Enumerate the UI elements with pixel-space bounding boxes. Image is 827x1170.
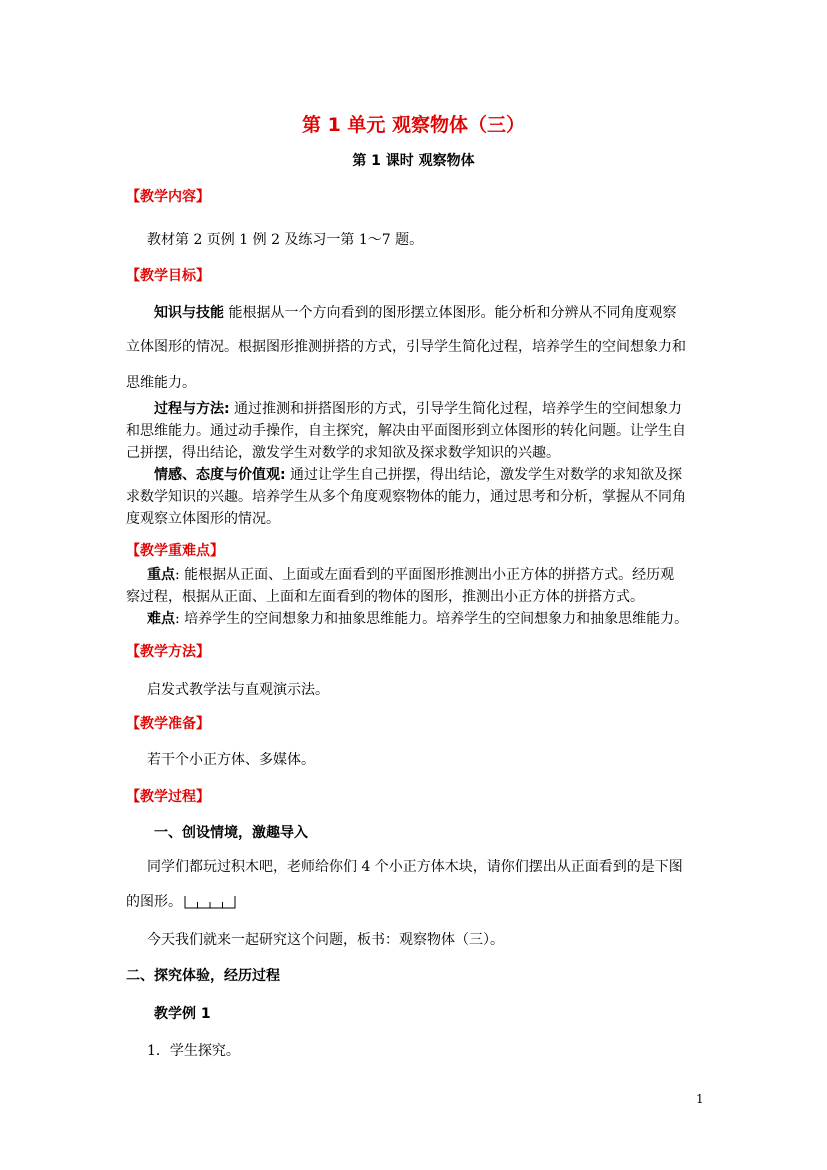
goal-knowledge-text: 能根据从一个方向看到的图形摆立体图形。能分析和分辨从不同角度观察 bbox=[224, 305, 677, 321]
process-para1-line2-text: 的图形。 bbox=[126, 894, 182, 910]
heading-goals: 【教学目标】 bbox=[126, 268, 210, 284]
goal-process-text: 通过推测和拼搭图形的方式，引导学生简化过程，培养学生的空间想象力 bbox=[229, 401, 683, 417]
process-para1-line1: 同学们都玩过积木吧，老师给你们 4 个小正方体木块，请你们摆出从正面看到的是下图 bbox=[147, 859, 683, 875]
goal-emotion-line2: 求数学知识的兴趣。培养学生从多个角度观察物体的能力，通过思考和分析，掌握从不同角 bbox=[126, 489, 686, 505]
process-example: 教学例 1 bbox=[154, 1006, 211, 1022]
goal-process-label: 过程与方法: bbox=[154, 401, 230, 417]
heading-key: 【教学重难点】 bbox=[126, 543, 224, 559]
heading-process: 【教学过程】 bbox=[126, 789, 210, 805]
document-title: 第 1 单元 观察物体（三） bbox=[301, 114, 526, 136]
goal-knowledge-line2: 立体图形的情况。根据图形推测拼搭的方式，引导学生简化过程，培养学生的空间想象力和 bbox=[126, 339, 686, 355]
page-number: 1 bbox=[696, 1092, 704, 1106]
difficulty-label: 难点 bbox=[147, 611, 175, 627]
lesson-subtitle: 第 1 课时 观察物体 bbox=[352, 153, 475, 169]
key-point-line2: 察过程，根据从正面、上面和左面看到的物体的图形，推测出小正方体的拼搭方式。 bbox=[126, 589, 644, 605]
process-step1: 一、创设情境，激趣导入 bbox=[154, 825, 308, 841]
process-para2: 今天我们就来一起研究这个问题，板书：观察物体（三）。 bbox=[147, 932, 504, 948]
key-point-label: 重点 bbox=[147, 567, 175, 583]
goal-process-line2: 和思维能力。通过动手操作，自主探究，解决由平面图形到立体图形的转化问题。让学生自 bbox=[126, 423, 686, 439]
key-point-line1 bbox=[147, 564, 674, 584]
goal-knowledge-line1 bbox=[154, 302, 676, 322]
goal-knowledge-label: 知识与技能 bbox=[154, 305, 224, 321]
method-text: 启发式教学法与直观演示法。 bbox=[147, 682, 329, 698]
goal-emotion-label: 情感、态度与价值观: bbox=[154, 467, 286, 483]
heading-prep: 【教学准备】 bbox=[126, 716, 210, 732]
goal-process-line1 bbox=[154, 398, 682, 418]
goal-emotion-text: 通过让学生自己拼摆，得出结论，激发学生对数学的求知欲及探 bbox=[285, 467, 683, 483]
heading-content: 【教学内容】 bbox=[126, 189, 210, 205]
process-para1-line2 bbox=[126, 891, 236, 911]
front-view-figure bbox=[184, 894, 236, 910]
key-point-text: : 能根据从正面、上面或左面看到的平面图形推测出小正方体的拼搭方式。经历观 bbox=[175, 567, 675, 583]
goal-knowledge-line3: 思维能力。 bbox=[126, 375, 196, 391]
difficulty-text: : 培养学生的空间想象力和抽象思维能力。培养学生的空间想象力和抽象思维能力。 bbox=[175, 611, 689, 627]
process-item1: 1．学生探究。 bbox=[147, 1043, 240, 1059]
heading-method: 【教学方法】 bbox=[126, 644, 210, 660]
difficulty-line1 bbox=[147, 608, 688, 628]
prep-text: 若干个小正方体、多媒体。 bbox=[147, 752, 315, 768]
goal-process-line3: 己拼摆，得出结论，激发学生对数学的求知欲及探求数学知识的兴趣。 bbox=[126, 445, 560, 461]
goal-emotion-line1 bbox=[154, 464, 682, 484]
goal-emotion-line3: 度观察立体图形的情况。 bbox=[126, 511, 280, 527]
content-text: 教材第 2 页例 1 例 2 及练习一第 1～7 题。 bbox=[147, 232, 424, 248]
process-step2: 二、探究体验，经历过程 bbox=[126, 968, 280, 984]
